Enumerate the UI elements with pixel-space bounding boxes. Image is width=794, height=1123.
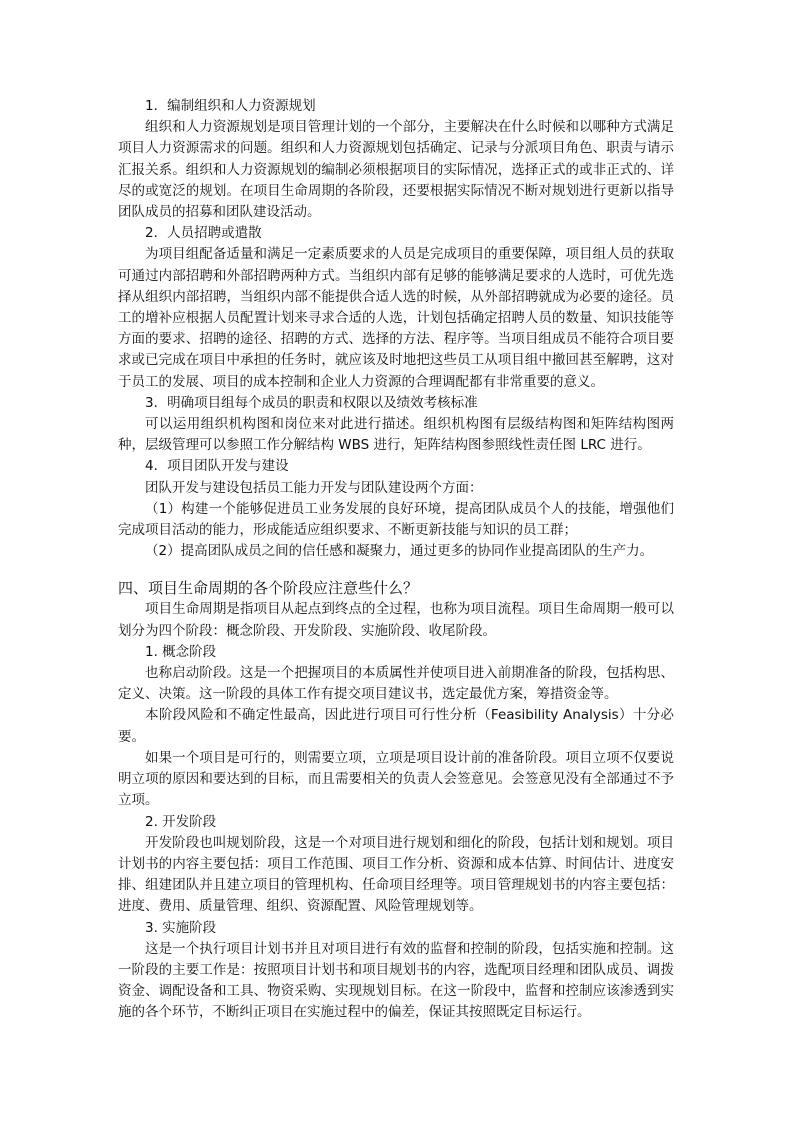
paragraph: 为项目组配备适量和满足一定素质要求的人员是完成项目的重要保障，项目组人员的获取可通过内部招聘和外部招聘两种方式。当组织内部有足够的能够满足要求的人选时，可优先选择从组织内部招聘，当组织内部不能提供合适人选的时候，从外部招聘就成为必要的途径。员工的增补应根据人员配置计划来寻求合适的人选，计划包括确定招聘人员的数量、知识技能等方面的要求、招聘的途径、招聘的方式、选择的方法、程序等。当项目组成员不能符合项目要求或已完成在项目中承担的任务时，就应该及时地把这些员工从项目组中撤回甚至解聘，这对于员工的发展、项目的成本控制和企业人力资源的合理调配都有非常重要的意义。 [118,246,674,390]
subheading-1: 1．编制组织和人力资源规划 [145,98,316,114]
list-item: （1）构建一个能够促进员工业务发展的良好环境，提高团队成员个人的技能，增强他们完成项目活动的能力，形成能适应组织要求、不断更新技能与知识的员工群； [118,500,674,539]
paragraph: 可以运用组织机构图和岗位来对此进行描述。组织机构图有层级结构图和矩阵结构图两种，层级管理可以参照工作分解结构 WBS 进行，矩阵结构图参照线性责任图 LRC 进行。 [118,416,674,454]
list-item: （2）提高团队成员之间的信任感和凝聚力，通过更多的协同作业提高团队的生产力。 [145,543,654,560]
document-page [118,96,674,1024]
paragraph: 组织和人力资源规划是项目管理计划的一个部分，主要解决在什么时候和以哪种方式满足项目人力资源需求的问题。组织和人力资源规划包括确定、记录与分派项目角色、职责与请示汇报关系。组织和人力资源规划的编制必须根据项目的实际情况，选择正式的或非正式的、详尽的或宽泛的规划。在项目生命周期的各阶段，还要根据实际情况不断对规划进行更新以指导团队成员的招募和团队建设活动。 [118,119,674,221]
section-heading: 四、项目生命周期的各个阶段应注意些什么？ [118,579,419,598]
paragraph: 如果一个项目是可行的，则需要立项，立项是项目设计前的准备阶段。项目立项不仅要说明立项的原因和要达到的目标，而且需要相关的负责人会签意见。会签意见没有全部通过不予立项。 [118,749,674,809]
paragraph: 团队开发与建设包括员工能力开发与团队建设两个方面： [145,479,483,496]
paragraph: 也称启动阶段。这是一个把握项目的本质属性并使项目进入前期准备的阶段，包括构思、定义、决策。这一阶段的具体工作有提交项目建议书，选定最优方案，筹措资金等。 [118,665,674,703]
subheading-2: 2．人员招聘或遣散 [145,225,262,242]
paragraph: 开发阶段也叫规划阶段，这是一个对项目进行规划和细化的阶段，包括计划和规划。项目计划书的内容主要包括：项目工作范围、项目工作分析、资源和成本估算、时间估计、进度安排、组建团队并且建立项目的管理机构、任命项目经理等。项目管理规划书的内容主要包括：进度、费用、质量管理、组织、资源配置、风险管理规划等。 [118,834,674,915]
paragraph: 项目生命周期是指项目从起点到终点的全过程，也称为项目流程。项目生命周期一般可以划分为四个阶段：概念阶段、开发阶段、实施阶段、收尾阶段。 [118,601,674,639]
subheading-3: 3．明确项目组每个成员的职责和权限以及绩效考核标准 [145,394,478,411]
phase-heading-development: 2. 开发阶段 [145,813,217,830]
paragraph: 这是一个执行项目计划书并且对项目进行有效的监督和控制的阶段，包括实施和控制。这一阶段的主要工作是：按照项目计划书和项目规划书的内容，选配项目经理和团队成员、调拨资金、调配设备和工具、物资采购、实现规划目标。在这一阶段中，监督和控制应该渗透到实施的各个环节，不断纠正项目在实施过程中的偏差，保证其按照既定目标运行。 [118,940,674,1021]
phase-heading-concept: 1. 概念阶段 [145,643,217,660]
paragraph: 本阶段风险和不确定性最高，因此进行项目可行性分析（Feasibility Analysis）十分必要。 [118,707,674,745]
phase-heading-implementation: 3. 实施阶段 [145,919,217,936]
subheading-4: 4．项目团队开发与建设 [145,458,289,475]
